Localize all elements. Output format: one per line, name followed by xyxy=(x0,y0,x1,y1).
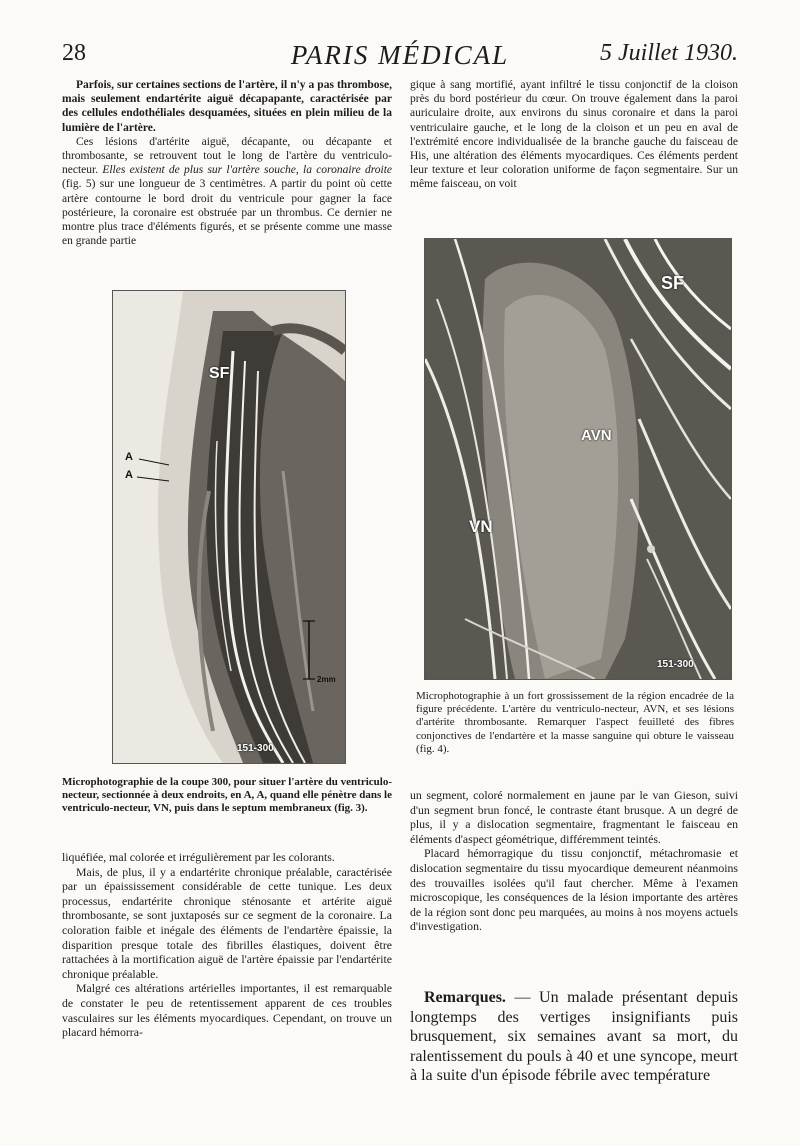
tissue-section-right xyxy=(425,239,731,679)
left-column-bottom xyxy=(62,850,392,1040)
remarques-paragraph xyxy=(410,988,738,1086)
paragraph: liquéfiée, mal colorée et irrégulièrement par les colorants. xyxy=(62,850,335,864)
label-vn: VN xyxy=(469,517,493,536)
label-a2: A xyxy=(125,469,133,481)
paragraph: gique à sang mortifié, ayant infiltré le tissu conjonctif de la cloison près du bord postérieur du cœur. On trouve également dans la paroi auriculaire droite, aux environs du sinus coronaire et dans la paroi ventriculaire gauche, et le long de la cloison et un peu en aval de l'extrémité encore individualisée de la branche gauche du faisceau de His, une altération des éléments myocardiques. Ces éléments perdent leur texture et leur coloration uniforme de façon segmentaire. Sur un même faisceau, on voit xyxy=(410,79,738,191)
remarques-text: — Un malade présentant depuis longtemps des vertiges insignifiants puis brusquement, six semaines avant sa mort, du ralentissement du pouls à 40 et une syncope, meurt à la suite d'un épisode fébrile avec température xyxy=(410,989,738,1084)
page-number: 28 xyxy=(62,40,86,66)
tissue-section-left xyxy=(113,291,345,763)
label-scale: 2mm xyxy=(317,675,336,684)
label-sf: SF xyxy=(661,273,685,293)
right-column-bottom xyxy=(410,788,738,934)
microphotograph-left xyxy=(112,290,346,764)
paragraph: Malgré ces altérations artérielles importantes, il est remarquable de constater le peu de retentissement apparent de ces troubles vasculaires sur les éléments myocardiques. Cependant, on trouve un placard hémorra- xyxy=(62,981,392,1040)
label-specimen: 151-300 xyxy=(237,743,274,754)
label-specimen: 151-300 xyxy=(657,659,694,670)
issue-date: 5 Juillet 1930. xyxy=(600,40,738,66)
remarques-heading: Remarques. xyxy=(424,989,506,1006)
journal-title: PARIS MÉDICAL xyxy=(290,40,510,70)
paragraph: Ces lésions d'artérite aiguë, décapante, ou décapante et thrombosante, se retrouvent tout le long de l'artère du ventriculo-necteur. Elles existent de plus sur l'artère souche, la coronaire droite (fig. 5) sur une longueur de 3 centimètres. A partir du point où cette artère contourne le bord droit du ventricule pour gagner la face postérieure, la coronaire est obstruée par un thrombus. Ce dernier ne montre plus trace d'éléments figurés, et se présente comme une masse en grande partie xyxy=(62,135,392,248)
right-column-top xyxy=(410,78,738,192)
paragraph: Placard hémorragique du tissu conjonctif, métachromasie et dislocation segmentaire du tissu myocardique demeurent néanmoins des trouvailles isolées qu'il faut chercher. Même à l'examen microscopique, les conséquences de la lésion importante des artères de la région sont donc peu marquées, au moins à nos moyens actuels d'investigation. xyxy=(410,846,738,934)
figure-caption-left: Microphotographie de la coupe 300, pour situer l'artère du ventriculo-necteur, sectionnée à deux endroits, en A, A, quand elle pénètre dans le ventriculo-necteur, VN, puis dans le septum membraneux (fig. 3). xyxy=(62,776,392,815)
paragraph: un segment, coloré normalement en jaune par le van Gieson, suivi d'un segment brun foncé, le contraste étant brusque. A un degré de plus, il y a dislocation segmentaire, fragmentant le faisceau en éléments d'aspect géométrique, différemment teintés. xyxy=(410,788,738,846)
running-header xyxy=(62,40,738,74)
paragraph: Mais, de plus, il y a endartérite chronique préalable, caractérisée par un épaississement considérable de cette tunique. Les deux processus, endartérite chronique sténosante et artérite aiguë thrombosante, se sont juxtaposés sur ce segment de la coronaire. La coloration faible et inégale des éléments de l'endartère épaissie, la disparition presque totale des fibrilles élastiques, doivent être rattachées à la mortification aiguë de l'artère épaissie par l'endartérite chronique préalable. xyxy=(62,864,392,981)
label-avn: AVN xyxy=(581,427,612,444)
paragraph: Parfois, sur certaines sections de l'artère, il n'y a pas thrombose, mais seulement endartérite aiguë décapapante, caractérisée par des cellules endothéliales desquamées, situées en plein milieu de la lumière de l'artère. xyxy=(62,79,392,134)
label-a1: A xyxy=(125,451,133,463)
figure-caption-right: Microphotographie à un fort grossissement de la région encadrée de la figure précédente. L'artère du ventriculo-necteur, AVN, et ses lésions d'artérite thrombosante. Remarquer l'aspect feuilleté des fibres conjonctives de l'endartère et la masse sanguine qui obture le vaisseau (fig. 4). xyxy=(416,690,734,755)
microphotograph-right xyxy=(424,238,732,680)
left-column-top xyxy=(62,78,392,248)
label-sf: SF xyxy=(209,365,230,382)
